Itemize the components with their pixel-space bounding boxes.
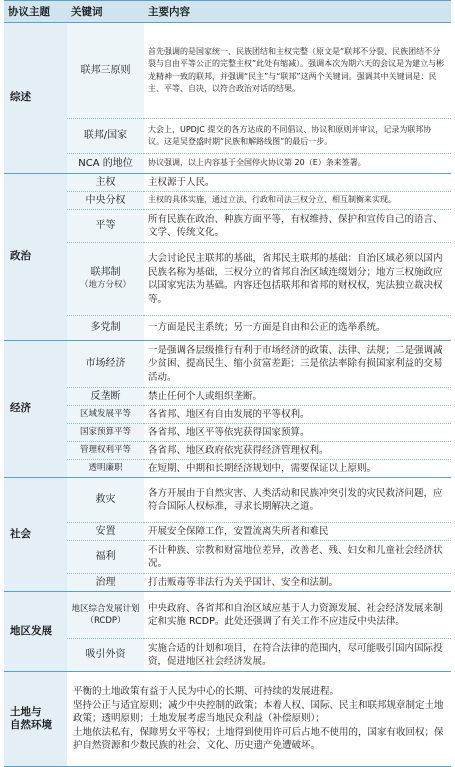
keyword-cell: 安置 — [67, 523, 144, 541]
content-cell: 主权的具体实施，通过立法、行政和司法三权分立、相互制衡来实现。 — [144, 192, 451, 210]
table-row — [4, 341, 451, 388]
land-line-3: 土地依法私有，保障男女平等权；土地得到使用许可后占地不使用的，国家有收回权；保护自然资源和少数民族的社会、文化、历史遗产免遭破坏。 — [73, 726, 444, 752]
keyword-cell: 反垄断 — [67, 388, 144, 406]
category-land-environment — [4, 672, 67, 767]
table-row — [4, 541, 451, 574]
keyword-cell: 中央分权 — [67, 192, 144, 210]
table-row — [4, 478, 451, 523]
category-economy: 经济 — [4, 341, 67, 478]
table-row — [4, 119, 451, 154]
table-header-row — [4, 1, 451, 23]
keyword-cell: 治理 — [67, 574, 144, 592]
content-cell: 各省邦、地区政府依宪获得经济管理权利。 — [144, 442, 451, 460]
table-row — [4, 442, 451, 460]
agreement-summary-table — [4, 0, 451, 767]
table-row — [4, 460, 451, 478]
header-content: 主要内容 — [144, 1, 451, 23]
table-row — [4, 243, 451, 316]
keyword-cell: 区域发展平等 — [67, 406, 144, 424]
keyword-cell — [67, 243, 144, 316]
category-overview: 综述 — [4, 23, 67, 174]
category-land-line2: 自然环境 — [10, 719, 52, 731]
content-cell: 大会讨论民主联邦的基础，省邦民主联邦的基础：自治区域必须以国内民族名称为基础，三权分立的省邦自治区域连缀划分；地方三权施政应以国家宪法为基础。内容还包括联邦和省邦的财权权，宪法独立裁决权等。 — [144, 243, 451, 316]
keyword-cell: 吸引外资 — [67, 639, 144, 672]
table-row — [4, 210, 451, 243]
content-cell: 各省邦、地区平等依宪获得国家预算。 — [144, 424, 451, 442]
category-land-line1: 土地与 — [10, 705, 42, 718]
header-topic: 协议主题 — [4, 1, 67, 23]
keyword-cell: 国家预算平等 — [67, 424, 144, 442]
table-row — [4, 639, 451, 672]
table-row — [4, 23, 451, 119]
keyword-cell: 主权 — [67, 174, 144, 192]
content-cell: 各省邦、地区有自由发展的平等权利。 — [144, 406, 451, 424]
table-row — [4, 592, 451, 639]
content-cell: 主权源于人民。 — [144, 174, 451, 192]
content-cell: 不计种族、宗教和财富地位差异，改善老、残、妇女和儿童社会经济状况。 — [144, 541, 451, 574]
keyword-cell: 地区综合发展计划（RCDP） — [67, 592, 144, 639]
land-line-1: 平衡的土地政策有益于人民为中心的长期、可持续的发展进程。 — [73, 686, 340, 698]
keyword-cell: 福利 — [67, 541, 144, 574]
content-cell: 开展安全保障工作，安置流离失所者和难民 — [144, 523, 451, 541]
content-cell: 打击贩毒等非法行为关乎国计、安全和法制。 — [144, 574, 451, 592]
content-cell-merged — [67, 672, 451, 767]
content-cell: 一方面是民主系统；另一方面是自由和公正的选举系统。 — [144, 316, 451, 341]
table-row — [4, 388, 451, 406]
content-cell: 在短期、中期和长期经济规划中，需要保证以上原则。 — [144, 460, 451, 478]
table-row — [4, 406, 451, 424]
table-row — [4, 174, 451, 192]
keyword-cell: 联邦/国家 — [67, 119, 144, 154]
content-cell: 所有民族在政治、种族方面平等，有权维持、保护和宣传自己的语言、文学、传统文化。 — [144, 210, 451, 243]
keyword-federalism-sub: （地方分权） — [79, 280, 131, 290]
keyword-cell: 联邦三原则 — [67, 23, 144, 119]
content-cell: 中央政府、各省邦和自治区域应基于人力资源发展、社会经济发展来制定和实施 RCDP。此处还强调了有关工作不应违反中央法律。 — [144, 592, 451, 639]
category-regional-development: 地区发展 — [4, 592, 67, 672]
content-cell: 首先强调的是国家统一、民族团结和主权完整（原文是“联邦不分裂、民族团结不分裂与自由平等公正的完整主权”此处有缩减）。强调本次为期六天的会议是为建立与彬龙精神一致的联邦，并强调“民主”与“联邦”这两个关键词。强调其中关键词是：民主、平等、自决，以符合政治对话的结果。 — [144, 23, 451, 119]
keyword-cell: 管理权利平等 — [67, 442, 144, 460]
keyword-cell: 救灾 — [67, 478, 144, 523]
content-cell: 禁止任何个人或组织垄断。 — [144, 388, 451, 406]
table-row — [4, 523, 451, 541]
table-row — [4, 574, 451, 592]
table-row — [4, 192, 451, 210]
header-keyword: 关键词 — [67, 1, 144, 23]
keyword-cell: 平等 — [67, 210, 144, 243]
keyword-cell: NCA 的地位 — [67, 154, 144, 174]
keyword-federalism: 联邦制 — [90, 266, 121, 278]
keyword-cell: 透明廉职 — [67, 460, 144, 478]
table-row — [4, 154, 451, 174]
keyword-cell: 多党制 — [67, 316, 144, 341]
category-society: 社会 — [4, 478, 67, 592]
land-line-2: 坚持公正与适宜原则；减少中央控制的政策；本着人权、国际、民主和联邦规章制定土地政策；透明原则；土地发展考虑当地民众利益（补偿原则）； — [73, 699, 444, 725]
category-politics: 政治 — [4, 174, 67, 341]
table-row — [4, 424, 451, 442]
content-cell: 协议强调，以上内容基于全国停火协议第 20（E）条来签署。 — [144, 154, 451, 174]
content-cell: 各方开展由于自然灾害、人类活动和民族冲突引发的灾民救济问题，应符合国际人权标准，寻求长期解决之道。 — [144, 478, 451, 523]
keyword-cell: 市场经济 — [67, 341, 144, 388]
table-row — [4, 672, 451, 767]
content-cell: 一是强调各层级推行有利于市场经济的政策、法律、法规；二是强调减少贫困、提高民生、缩小贫富差距；三是依法率除有损国家利益的交易活动。 — [144, 341, 451, 388]
table-row — [4, 316, 451, 341]
content-cell: 大会上，UPDJC 提交的各方达成的不同倡议、协议和原则并审议，记录为联邦协议。这是吴登盛时期“民族和解路线图”的最后一步。 — [144, 119, 451, 154]
content-cell: 实施合适的计划和项目，在符合法律的范围内，尽可能吸引国内国际投资，促进地区社会经济发展。 — [144, 639, 451, 672]
